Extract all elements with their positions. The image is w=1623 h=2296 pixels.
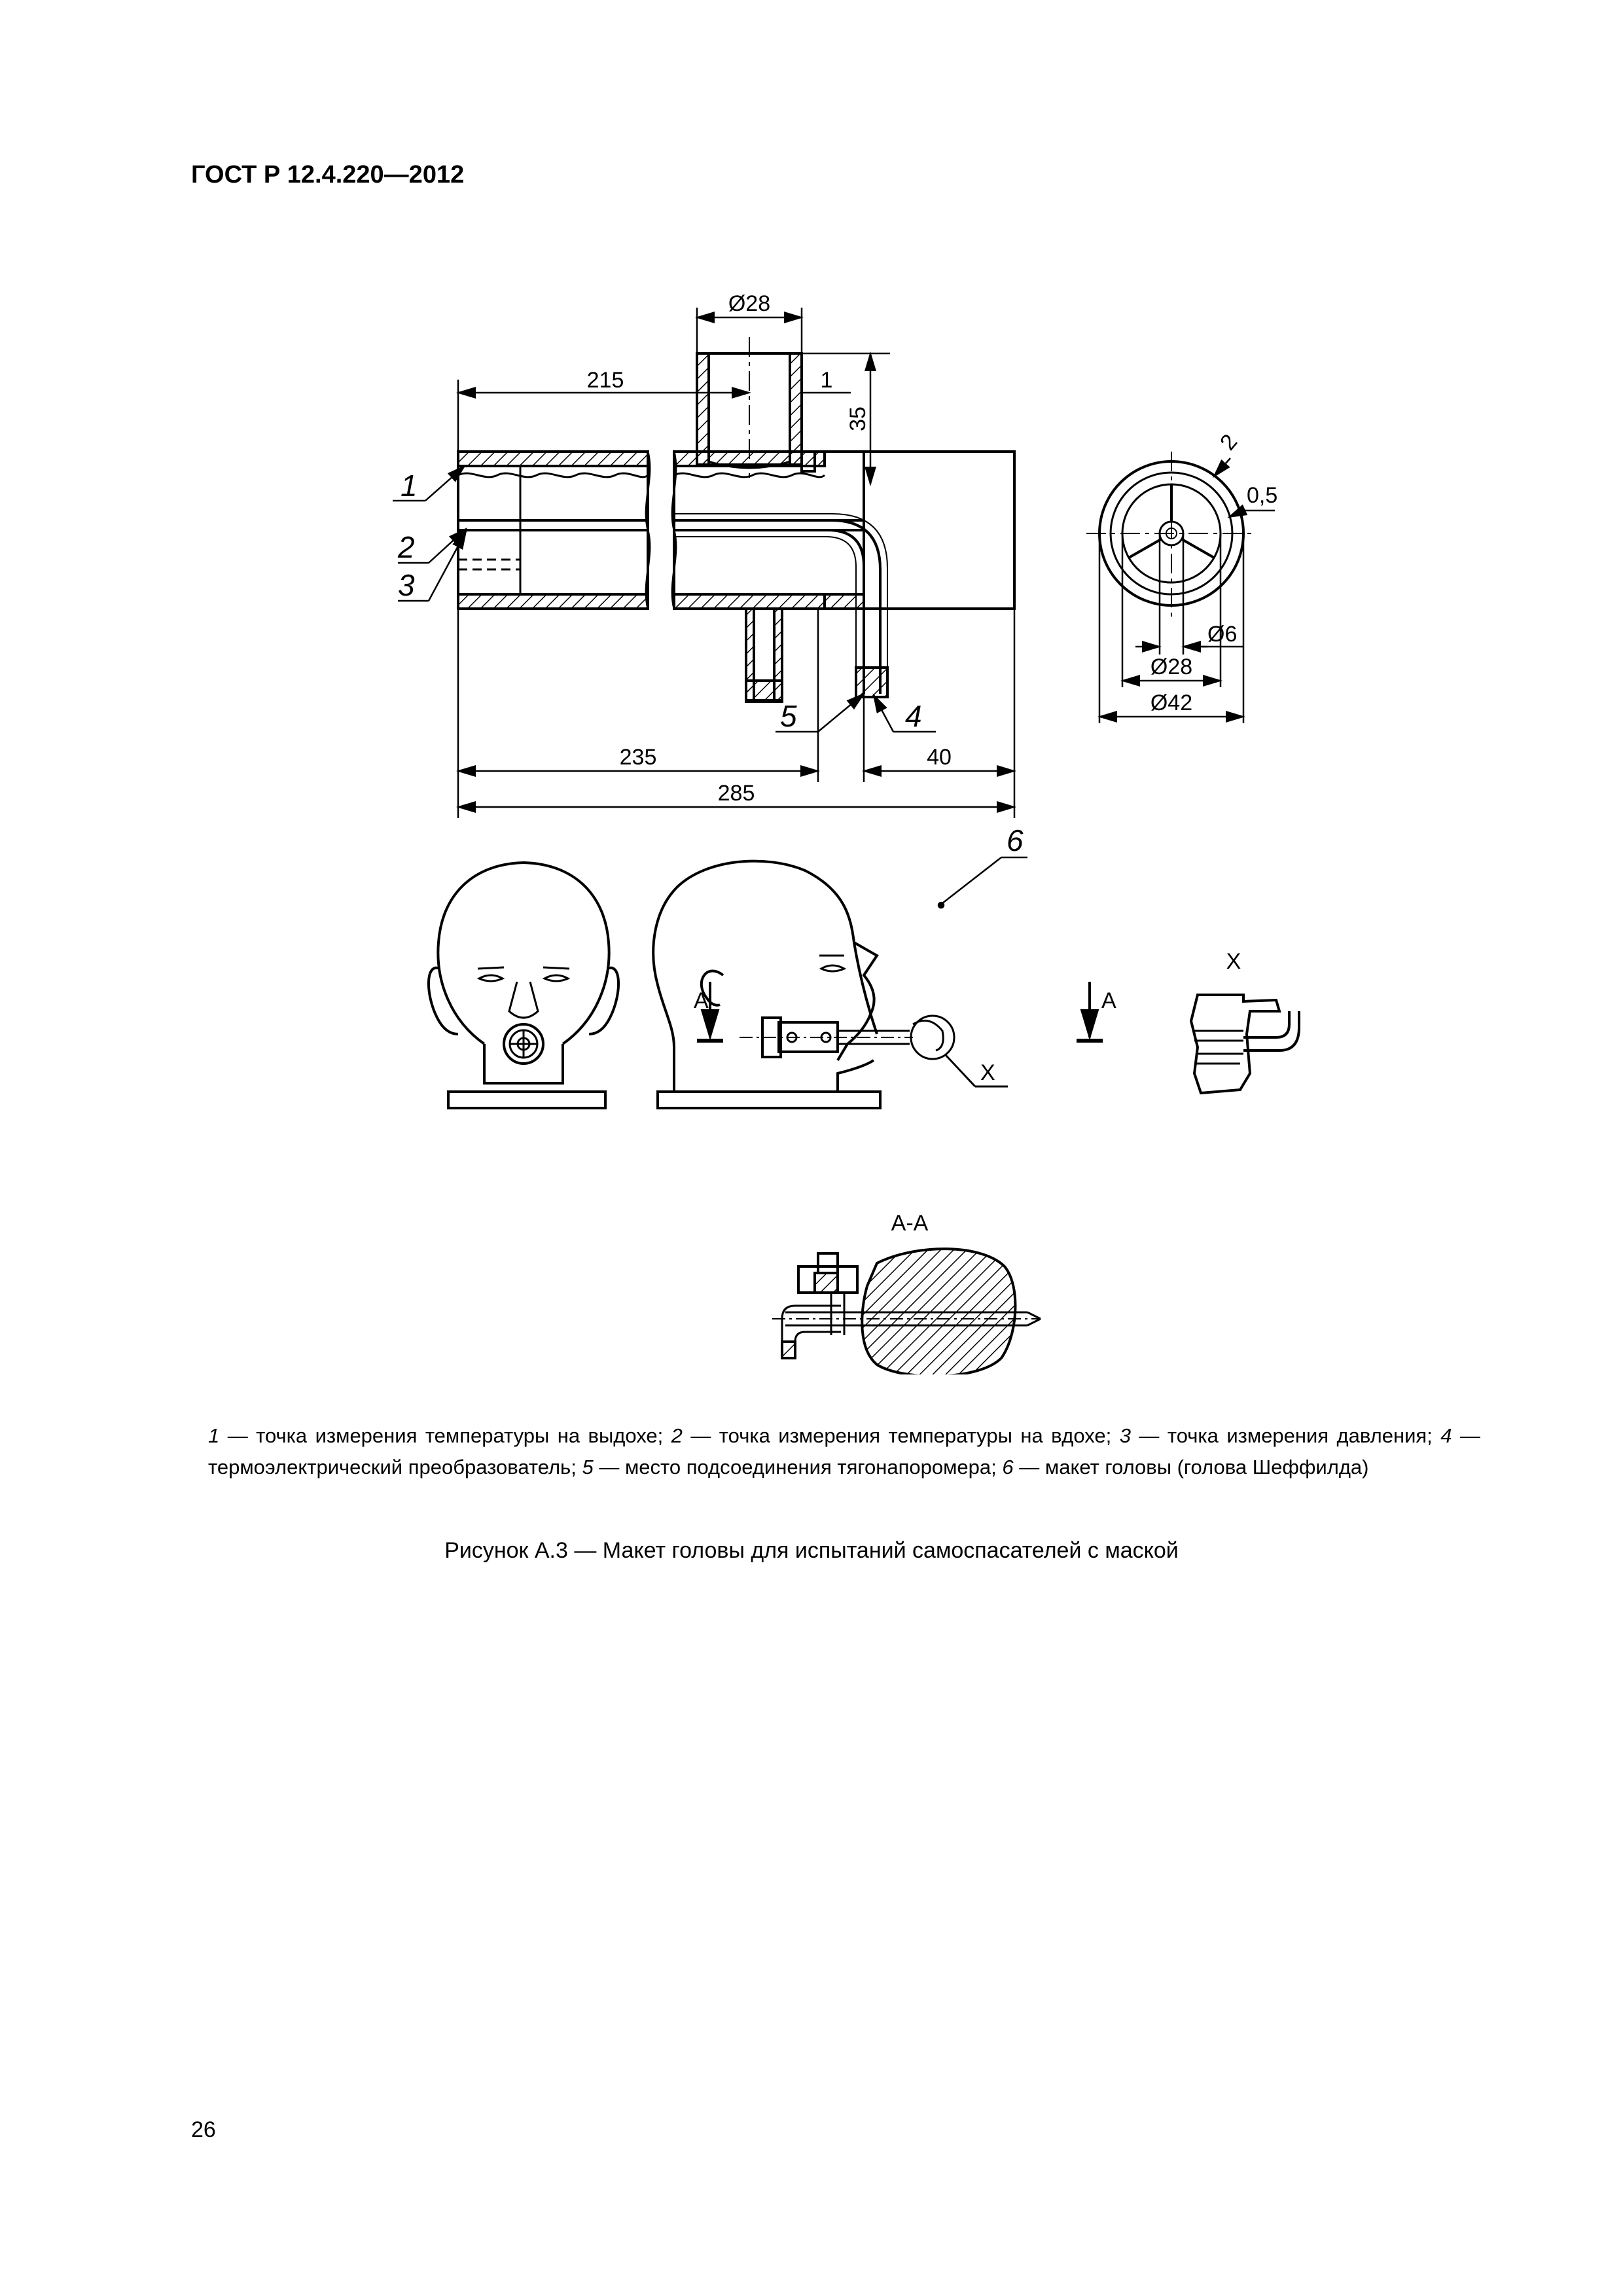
head-side-view	[653, 861, 954, 1108]
figure-legend	[208, 1420, 1480, 1483]
legend-text-4: термоэлектрический преобразователь;	[208, 1456, 577, 1479]
tube-end-view	[1086, 452, 1257, 619]
dim-1: 1	[820, 368, 833, 393]
position-1: 1	[401, 469, 418, 503]
legend-dash: —	[1019, 1456, 1040, 1479]
dim-diameter-6: Ø6	[1207, 622, 1238, 647]
dim-215: 215	[586, 368, 624, 393]
dim-35: 35	[846, 406, 870, 431]
page-number: 26	[191, 2117, 216, 2142]
detail-title-x: X	[1226, 949, 1241, 974]
section-arrows	[697, 982, 1103, 1086]
legend-dash: —	[690, 1424, 711, 1447]
legend-dash: —	[227, 1424, 248, 1447]
section-mark-a-left: A	[694, 988, 709, 1013]
position-3: 3	[398, 568, 415, 602]
legend-dash: —	[599, 1456, 620, 1479]
legend-num-2: 2	[671, 1424, 683, 1447]
document-header: ГОСТ Р 12.4.220—2012	[191, 161, 465, 188]
detail-x-view	[1191, 995, 1299, 1093]
position-2: 2	[398, 530, 415, 564]
position-4: 4	[905, 699, 922, 733]
section-mark-a-right: A	[1101, 988, 1116, 1013]
dim-diameter-28-top: Ø28	[728, 291, 771, 316]
tube-assembly	[458, 337, 1014, 702]
detail-leader-x: X	[980, 1060, 995, 1085]
tube-dimensions	[458, 308, 1014, 818]
legend-num-6: 6	[1002, 1456, 1014, 1479]
legend-num-4: 4	[1440, 1424, 1452, 1447]
legend-text-1: точка измерения температуры на выдохе;	[256, 1424, 664, 1447]
legend-text-5: место подсоединения тягонапоромера;	[624, 1456, 997, 1479]
dim-0-5: 0,5	[1247, 483, 1278, 508]
legend-dash: —	[1459, 1424, 1480, 1447]
legend-num-5: 5	[582, 1456, 594, 1479]
dim-2: 2	[1215, 429, 1243, 456]
head-front-view	[429, 863, 618, 1108]
position-6-leader	[938, 857, 1027, 908]
figure-caption: Рисунок А.3 — Макет головы для испытаний самоспасателей с маской	[444, 1538, 1179, 1563]
legend-dash: —	[1139, 1424, 1160, 1447]
dim-235: 235	[619, 745, 657, 770]
position-5: 5	[780, 699, 797, 733]
section-title-aa: A-A	[891, 1211, 929, 1236]
section-aa-view	[772, 1249, 1041, 1374]
legend-num-3: 3	[1119, 1424, 1131, 1447]
dim-diameter-28-end: Ø28	[1150, 655, 1193, 679]
legend-text-2: точка измерения температуры на вдохе;	[719, 1424, 1112, 1447]
legend-num-1: 1	[208, 1424, 220, 1447]
dim-40: 40	[927, 745, 952, 770]
dim-285: 285	[717, 781, 755, 806]
position-6: 6	[1007, 823, 1024, 857]
legend-text-6: макет головы (голова Шеффилда)	[1044, 1456, 1369, 1479]
legend-text-3: точка измерения давления;	[1167, 1424, 1433, 1447]
dim-diameter-42: Ø42	[1150, 691, 1193, 715]
